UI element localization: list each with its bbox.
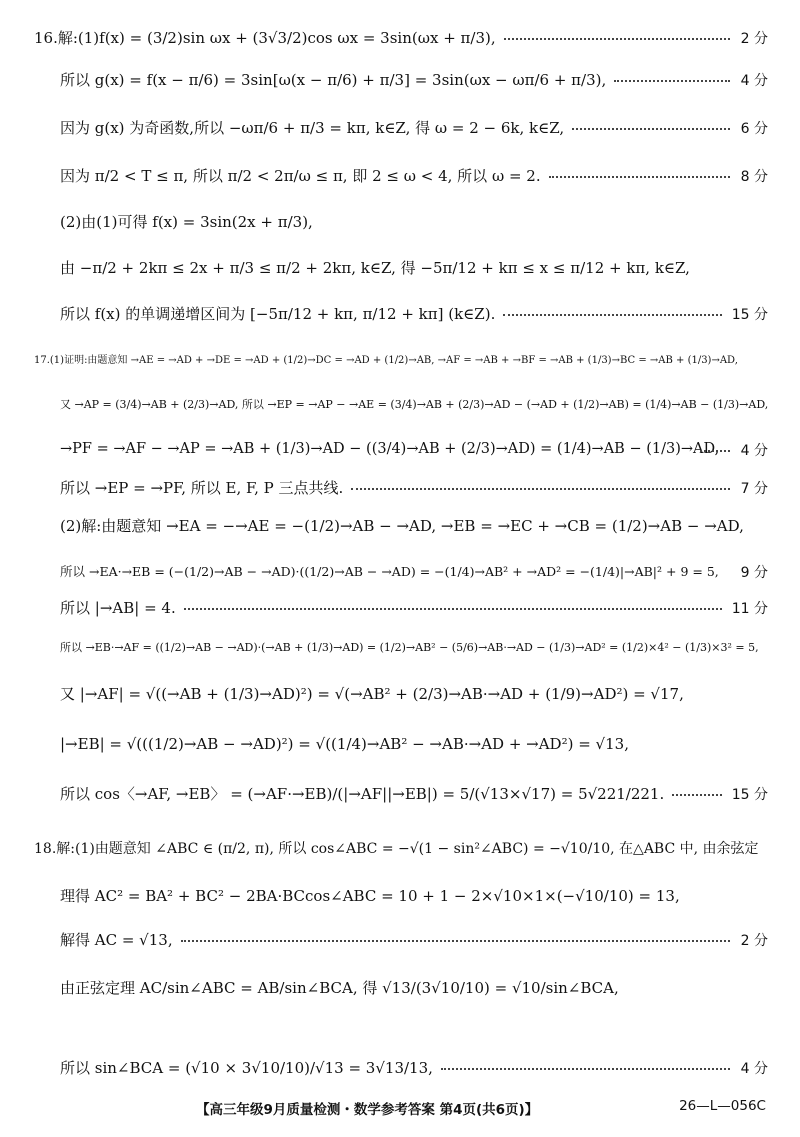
solution-text: 所以 g(x) = f(x − π/6) = 3sin[ω(x − π/6) + π/3] = 3sin(ωx − ωπ/6 + π/3), xyxy=(60,70,607,89)
solution-text: 又 |→AF| = √((→AB + (1/3)→AD)²) = √(→AB² + (2/3)→AB·→AD + (1/9)→AD²) = √17, xyxy=(60,684,684,703)
solution-line xyxy=(0,385,800,425)
solution-text: 16.解:(1)f(x) = (3/2)sin ωx + (3√3/2)cos ωx = 3sin(ωx + π/3), xyxy=(34,28,496,47)
solution-line xyxy=(0,674,800,714)
solution-text: 解得 AC = √13, xyxy=(60,930,173,949)
solution-text: (2)解:由题意知 →EA = −→AE = −(1/2)→AB − →AD, →EB = →EC + →CB = (1/2)→AB − →AD, xyxy=(60,516,744,535)
solution-text: 所以 |→AB| = 4. xyxy=(60,598,176,617)
dot-leader xyxy=(572,128,730,130)
solution-line xyxy=(0,506,800,546)
solution-line xyxy=(0,156,800,196)
solution-line xyxy=(0,830,800,870)
solution-line xyxy=(0,1048,800,1088)
solution-line xyxy=(0,588,800,628)
score-label: 4 分 xyxy=(740,73,768,89)
dot-leader xyxy=(549,176,730,178)
solution-text: 所以 →EB·→AF = ((1/2)→AB − →AD)·(→AB + (1/3)→AD) = (1/2)→AB² − (5/6)→AB·→AD − (1/3)→AD² = (1/2)×4² − (1/3)×3² = 5, xyxy=(60,640,759,654)
footer-title: 【高三年级9月质量检测・数学参考答案 第4页(共6页)】 xyxy=(196,1102,539,1118)
solution-line xyxy=(0,920,800,960)
score-label: 6 分 xyxy=(740,121,768,137)
dot-leader xyxy=(351,488,730,490)
solution-line xyxy=(0,876,800,916)
score-label: 15 分 xyxy=(731,307,768,323)
dot-leader xyxy=(181,940,730,942)
solution-text: 所以 →EP = →PF, 所以 E, F, P 三点共线. xyxy=(60,478,344,497)
solution-text: 由 −π/2 + 2kπ ≤ 2x + π/3 ≤ π/2 + 2kπ, k∈Z, 得 −5π/12 + kπ ≤ x ≤ π/12 + kπ, k∈Z, xyxy=(60,258,690,277)
dot-leader xyxy=(672,794,722,796)
solution-line xyxy=(0,340,800,380)
solution-text: (2)由(1)可得 f(x) = 3sin(2x + π/3), xyxy=(60,212,313,231)
solution-text: 又 →AP = (3/4)→AB + (2/3)→AD, 所以 →EP = →AP − →AE = (3/4)→AB + (2/3)→AD − (→AD + (1/2)→AB) = (1/4)→AB − (1/3)→AD, xyxy=(60,397,769,411)
dot-leader xyxy=(503,314,722,316)
solution-text: 所以 →EA·→EB = (−(1/2)→AB − →AD)·((1/2)→AB − →AD) = −(1/4)→AB² + →AD² = −(1/4)|→AB|² + 9 = 5, xyxy=(60,564,719,580)
score-label: 4 分 xyxy=(740,1061,768,1077)
solution-text: 所以 sin∠BCA = (√10 × 3√10/10)/√13 = 3√13/13, xyxy=(60,1058,433,1077)
solution-text: →PF = →AF − →AP = →AB + (1/3)→AD − ((3/4)→AB + (2/3)→AD) = (1/4)→AB − (1/3)→AD, xyxy=(60,441,720,458)
solution-line xyxy=(0,468,800,508)
score-label: 11 分 xyxy=(731,601,768,617)
page-footer xyxy=(0,1098,800,1120)
solution-text: 所以 f(x) 的单调递增区间为 [−5π/12 + kπ, π/12 + kπ] (k∈Z). xyxy=(60,304,496,323)
document-code: 26—L—056C xyxy=(679,1098,766,1114)
solution-line xyxy=(0,18,800,58)
solution-line xyxy=(0,724,800,764)
solution-text: 理得 AC² = BA² + BC² − 2BA·BCcos∠ABC = 10 + 1 − 2×√10×1×(−√10/10) = 13, xyxy=(60,886,680,905)
score-label: 9 分 xyxy=(740,565,768,581)
dot-leader xyxy=(441,1068,730,1070)
solution-text: 18.解:(1)由题意知 ∠ABC ∈ (π/2, π), 所以 cos∠ABC = −√(1 − sin²∠ABC) = −√10/10, 在△ABC 中, 由余弦定 xyxy=(34,841,759,858)
solution-line xyxy=(0,202,800,242)
solution-line xyxy=(0,60,800,100)
dot-leader xyxy=(184,608,722,610)
solution-line xyxy=(0,248,800,288)
solution-text: 因为 g(x) 为奇函数,所以 −ωπ/6 + π/3 = kπ, k∈Z, 得 ω = 2 − 6k, k∈Z, xyxy=(60,118,565,137)
score-label: 2 分 xyxy=(740,31,768,47)
dot-leader xyxy=(614,80,730,82)
dot-leader xyxy=(504,38,730,40)
solution-line xyxy=(0,628,800,668)
solution-text: 由正弦定理 AC/sin∠ABC = AB/sin∠BCA, 得 √13/(3√10/10) = √10/sin∠BCA, xyxy=(60,978,619,997)
score-label: 7 分 xyxy=(740,481,768,497)
solution-line xyxy=(0,294,800,334)
solution-line xyxy=(0,108,800,148)
solution-line xyxy=(0,430,800,470)
solution-text: 因为 π/2 < T ≤ π, 所以 π/2 < 2π/ω ≤ π, 即 2 ≤ ω < 4, 所以 ω = 2. xyxy=(60,166,541,185)
solution-text: |→EB| = √(((1/2)→AB − →AD)²) = √((1/4)→AB² − →AB·→AD + →AD²) = √13, xyxy=(60,734,629,753)
score-label: 8 分 xyxy=(740,169,768,185)
dot-leader xyxy=(700,450,730,452)
solution-line xyxy=(0,552,800,592)
solution-line xyxy=(0,968,800,1008)
score-label: 2 分 xyxy=(740,933,768,949)
solution-text: 所以 cos〈→AF, →EB〉 = (→AF·→EB)/(|→AF||→EB|) = 5/(√13×√17) = 5√221/221. xyxy=(60,784,665,803)
score-label: 4 分 xyxy=(740,443,768,459)
solution-line xyxy=(0,774,800,814)
solution-text: 17.(1)证明:由题意知 →AE = →AD + →DE = →AD + (1/2)→DC = →AD + (1/2)→AB, →AF = →AB + →BF = →AB + (1/3)→BC = →AB + (1/3)→AD, xyxy=(34,354,738,366)
score-label: 15 分 xyxy=(731,787,768,803)
